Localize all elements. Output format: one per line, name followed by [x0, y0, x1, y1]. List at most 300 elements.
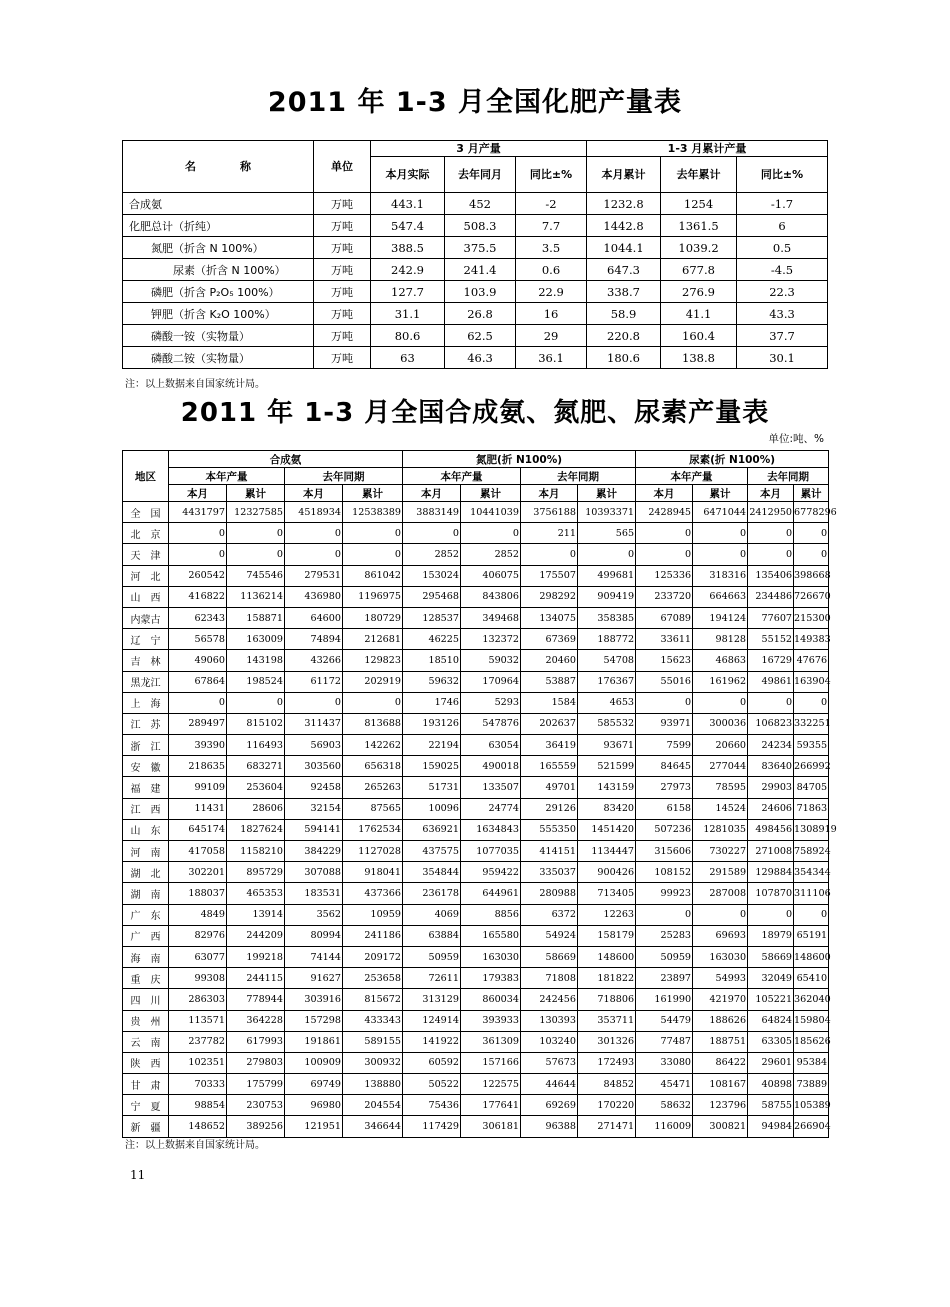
cell-value: 1254: [661, 193, 737, 215]
cell-value: 307088: [285, 862, 343, 883]
cell-value: 77487: [636, 1031, 693, 1052]
cell-value: 163009: [227, 629, 285, 650]
table-row: [123, 629, 829, 650]
cell-value: 25283: [636, 925, 693, 946]
cell-value: 158179: [578, 925, 636, 946]
cell-value: 59355: [794, 735, 829, 756]
cell-value: 180.6: [587, 347, 661, 369]
cell-value: 815672: [343, 989, 403, 1010]
region-name: 湖 南: [123, 883, 169, 904]
cell-value: 313129: [403, 989, 461, 1010]
cell-value: -2: [516, 193, 587, 215]
header-row: [123, 451, 829, 468]
cell-value: 291589: [693, 862, 748, 883]
cell-value: 452: [445, 193, 516, 215]
cell-value: 547876: [461, 713, 521, 734]
cell-value: 364228: [227, 1010, 285, 1031]
table-row: [123, 883, 829, 904]
region-name: 黑龙江: [123, 671, 169, 692]
cell-value: 24774: [461, 798, 521, 819]
row-name: 氮肥（折含 N 100%）: [123, 237, 314, 259]
cell-value: 163904: [794, 671, 829, 692]
region-name: 山 东: [123, 819, 169, 840]
table-row: [123, 862, 829, 883]
region-name: 北 京: [123, 523, 169, 544]
cell-value: 65191: [794, 925, 829, 946]
table-row: [123, 193, 828, 215]
table-row: [123, 692, 829, 713]
cell-value: 301326: [578, 1031, 636, 1052]
cell-value: 94984: [748, 1116, 794, 1137]
cell-value: 303916: [285, 989, 343, 1010]
cell-value: 677.8: [661, 259, 737, 281]
cell-value: 59032: [461, 650, 521, 671]
cell-value: 132372: [461, 629, 521, 650]
col-header-region: 地区: [123, 451, 169, 502]
row-unit: 万吨: [314, 325, 371, 347]
cell-value: 555350: [521, 819, 578, 840]
cell-value: 71863: [794, 798, 829, 819]
table-row: [123, 989, 829, 1010]
row-unit: 万吨: [314, 347, 371, 369]
cell-value: 507236: [636, 819, 693, 840]
cell-value: 683271: [227, 756, 285, 777]
cell-value: 0: [693, 904, 748, 925]
table-row: [123, 303, 828, 325]
cell-value: 0: [636, 692, 693, 713]
cell-value: 2852: [403, 544, 461, 565]
cell-value: 286303: [169, 989, 227, 1010]
col-subgroup: 去年同期: [748, 468, 829, 485]
cell-value: 128537: [403, 607, 461, 628]
cell-value: 389256: [227, 1116, 285, 1137]
cell-value: 215300: [794, 607, 829, 628]
cell-value: 508.3: [445, 215, 516, 237]
col-subgroup: 本年产量: [636, 468, 748, 485]
region-name: 河 北: [123, 565, 169, 586]
cell-value: 49060: [169, 650, 227, 671]
region-name: 新 疆: [123, 1116, 169, 1137]
cell-value: 295468: [403, 586, 461, 607]
cell-value: 241186: [343, 925, 403, 946]
cell-value: 414151: [521, 841, 578, 862]
cell-value: 74894: [285, 629, 343, 650]
cell-value: 277044: [693, 756, 748, 777]
cell-value: 31.1: [371, 303, 445, 325]
cell-value: 18979: [748, 925, 794, 946]
cell-value: 64600: [285, 607, 343, 628]
col-header: 累计: [343, 485, 403, 502]
cell-value: 141922: [403, 1031, 461, 1052]
cell-value: 271471: [578, 1116, 636, 1137]
cell-value: 93671: [578, 735, 636, 756]
cell-value: 181822: [578, 968, 636, 989]
cell-value: 116493: [227, 735, 285, 756]
cell-value: 4653: [578, 692, 636, 713]
cell-value: 6372: [521, 904, 578, 925]
cell-value: 289497: [169, 713, 227, 734]
cell-value: 2428945: [636, 502, 693, 523]
cell-value: 53887: [521, 671, 578, 692]
cell-value: 122575: [461, 1074, 521, 1095]
cell-value: 175799: [227, 1074, 285, 1095]
cell-value: 95384: [794, 1052, 829, 1073]
cell-value: 909419: [578, 586, 636, 607]
cell-value: 276.9: [661, 281, 737, 303]
cell-value: 220.8: [587, 325, 661, 347]
cell-value: 645174: [169, 819, 227, 840]
cell-value: 157298: [285, 1010, 343, 1031]
table-row: [123, 347, 828, 369]
cell-value: 349468: [461, 607, 521, 628]
cell-value: 27973: [636, 777, 693, 798]
cell-value: 63054: [461, 735, 521, 756]
region-name: 上 海: [123, 692, 169, 713]
col-header: 累计: [794, 485, 829, 502]
cell-value: 46225: [403, 629, 461, 650]
cell-value: 900426: [578, 862, 636, 883]
col-subgroup: 本年产量: [403, 468, 521, 485]
row-unit: 万吨: [314, 259, 371, 281]
cell-value: 318316: [693, 565, 748, 586]
cell-value: 1044.1: [587, 237, 661, 259]
cell-value: 188037: [169, 883, 227, 904]
row-unit: 万吨: [314, 193, 371, 215]
cell-value: 311437: [285, 713, 343, 734]
cell-value: 129823: [343, 650, 403, 671]
cell-value: 656318: [343, 756, 403, 777]
cell-value: 108152: [636, 862, 693, 883]
region-name: 吉 林: [123, 650, 169, 671]
col-header: 本月: [748, 485, 794, 502]
table-row: [123, 215, 828, 237]
cell-value: 354344: [794, 862, 829, 883]
cell-value: 0: [285, 523, 343, 544]
cell-value: 188751: [693, 1031, 748, 1052]
row-name: 化肥总计（折纯）: [123, 215, 314, 237]
cell-value: 49861: [748, 671, 794, 692]
cell-value: 130393: [521, 1010, 578, 1031]
cell-value: 106823: [748, 713, 794, 734]
cell-value: 161962: [693, 671, 748, 692]
cell-value: 718806: [578, 989, 636, 1010]
cell-value: 0: [285, 544, 343, 565]
cell-value: 490018: [461, 756, 521, 777]
cell-value: 234486: [748, 586, 794, 607]
cell-value: 180729: [343, 607, 403, 628]
cell-value: 565: [578, 523, 636, 544]
cell-value: 0: [578, 544, 636, 565]
region-name: 山 西: [123, 586, 169, 607]
cell-value: 12327585: [227, 502, 285, 523]
cell-value: 49701: [521, 777, 578, 798]
cell-value: 13914: [227, 904, 285, 925]
region-name: 辽 宁: [123, 629, 169, 650]
cell-value: 58669: [748, 946, 794, 967]
cell-value: 138.8: [661, 347, 737, 369]
cell-value: 54708: [578, 650, 636, 671]
table-row: [123, 1052, 829, 1073]
cell-value: 82976: [169, 925, 227, 946]
cell-value: 421970: [693, 989, 748, 1010]
cell-value: 0: [794, 904, 829, 925]
cell-value: 75436: [403, 1095, 461, 1116]
cell-value: 134075: [521, 607, 578, 628]
row-unit: 万吨: [314, 303, 371, 325]
table-row: [123, 259, 828, 281]
cell-value: 860034: [461, 989, 521, 1010]
cell-value: 547.4: [371, 215, 445, 237]
cell-value: 83640: [748, 756, 794, 777]
cell-value: 69693: [693, 925, 748, 946]
region-name: 广 东: [123, 904, 169, 925]
cell-value: 65410: [794, 968, 829, 989]
cell-value: 335037: [521, 862, 578, 883]
region-name: 重 庆: [123, 968, 169, 989]
region-name: 云 南: [123, 1031, 169, 1052]
cell-value: 241.4: [445, 259, 516, 281]
row-name: 尿素（折含 N 100%）: [123, 259, 314, 281]
cell-value: 300821: [693, 1116, 748, 1137]
cell-value: 176367: [578, 671, 636, 692]
cell-value: 62.5: [445, 325, 516, 347]
table2-title: 2011 年 1-3 月全国合成氨、氮肥、尿素产量表: [180, 398, 770, 428]
cell-value: 0: [227, 544, 285, 565]
cell-value: 60592: [403, 1052, 461, 1073]
cell-value: 29: [516, 325, 587, 347]
table-row: [123, 586, 829, 607]
cell-value: 11431: [169, 798, 227, 819]
cell-value: 153024: [403, 565, 461, 586]
cell-value: 165580: [461, 925, 521, 946]
cell-value: 959422: [461, 862, 521, 883]
cell-value: 758924: [794, 841, 829, 862]
cell-value: 135406: [748, 565, 794, 586]
cell-value: 103.9: [445, 281, 516, 303]
cell-value: 204554: [343, 1095, 403, 1116]
cell-value: 3562: [285, 904, 343, 925]
cell-value: 0: [521, 544, 578, 565]
cell-value: 58.9: [587, 303, 661, 325]
cell-value: 47676: [794, 650, 829, 671]
cell-value: 54924: [521, 925, 578, 946]
cell-value: 99109: [169, 777, 227, 798]
cell-value: 37.7: [737, 325, 828, 347]
cell-value: 12263: [578, 904, 636, 925]
cell-value: 54479: [636, 1010, 693, 1031]
cell-value: 63: [371, 347, 445, 369]
cell-value: 499681: [578, 565, 636, 586]
cell-value: 15623: [636, 650, 693, 671]
cell-value: 398668: [794, 565, 829, 586]
cell-value: 86422: [693, 1052, 748, 1073]
cell-value: 58669: [521, 946, 578, 967]
col-header: 累计: [693, 485, 748, 502]
cell-value: 69749: [285, 1074, 343, 1095]
cell-value: 253658: [343, 968, 403, 989]
cell-value: 69269: [521, 1095, 578, 1116]
regional-production-table: [122, 450, 837, 1138]
cell-value: 266904: [794, 1116, 829, 1137]
cell-value: 0: [227, 523, 285, 544]
table-row: [123, 819, 829, 840]
cell-value: 218635: [169, 756, 227, 777]
col-header: 累计: [578, 485, 636, 502]
cell-value: 384229: [285, 841, 343, 862]
row-name: 磷酸一铵（实物量）: [123, 325, 314, 347]
cell-value: 211: [521, 523, 578, 544]
cell-value: 212681: [343, 629, 403, 650]
cell-value: 437575: [403, 841, 461, 862]
table-row: [123, 756, 829, 777]
cell-value: 24234: [748, 735, 794, 756]
cell-value: 179383: [461, 968, 521, 989]
cell-value: 58632: [636, 1095, 693, 1116]
row-unit: 万吨: [314, 281, 371, 303]
region-name: 陕 西: [123, 1052, 169, 1073]
cell-value: 416822: [169, 586, 227, 607]
cell-value: 29601: [748, 1052, 794, 1073]
cell-value: 0: [794, 544, 829, 565]
cell-value: 230753: [227, 1095, 285, 1116]
cell-value: 70333: [169, 1074, 227, 1095]
cell-value: 3883149: [403, 502, 461, 523]
table1-title: 2011 年 1-3 月全国化肥产量表: [267, 87, 683, 118]
cell-value: 32154: [285, 798, 343, 819]
cell-value: 843806: [461, 586, 521, 607]
cell-value: 148652: [169, 1116, 227, 1137]
cell-value: 433343: [343, 1010, 403, 1031]
cell-value: 77607: [748, 607, 794, 628]
cell-value: 585532: [578, 713, 636, 734]
cell-value: 73889: [794, 1074, 829, 1095]
cell-value: 406075: [461, 565, 521, 586]
region-name: 贵 州: [123, 1010, 169, 1031]
cell-value: 300036: [693, 713, 748, 734]
col-header-sub: 本月实际: [371, 157, 445, 193]
col-header-sub: 同比±%: [516, 157, 587, 193]
table-row: [123, 1010, 829, 1031]
cell-value: 594141: [285, 819, 343, 840]
cell-value: 10959: [343, 904, 403, 925]
table-row: [123, 904, 829, 925]
cell-value: 80994: [285, 925, 343, 946]
cell-value: 713405: [578, 883, 636, 904]
cell-value: 58755: [748, 1095, 794, 1116]
table-row: [123, 650, 829, 671]
col-subgroup: 去年同期: [285, 468, 403, 485]
cell-value: 813688: [343, 713, 403, 734]
cell-value: 1361.5: [661, 215, 737, 237]
cell-value: 1762534: [343, 819, 403, 840]
cell-value: 36419: [521, 735, 578, 756]
cell-value: 96388: [521, 1116, 578, 1137]
row-name: 钾肥（折含 K₂O 100%）: [123, 303, 314, 325]
region-name: 海 南: [123, 946, 169, 967]
cell-value: 745546: [227, 565, 285, 586]
cell-value: 127.7: [371, 281, 445, 303]
cell-value: 300932: [343, 1052, 403, 1073]
table-row: [123, 735, 829, 756]
cell-value: 51731: [403, 777, 461, 798]
cell-value: 1308919: [794, 819, 829, 840]
cell-value: 40898: [748, 1074, 794, 1095]
cell-value: 14524: [693, 798, 748, 819]
cell-value: 0: [748, 523, 794, 544]
cell-value: 44644: [521, 1074, 578, 1095]
cell-value: 1827624: [227, 819, 285, 840]
cell-value: 33611: [636, 629, 693, 650]
table-row: [123, 777, 829, 798]
cell-value: 1136214: [227, 586, 285, 607]
cell-value: 6778296: [794, 502, 829, 523]
cell-value: 188772: [578, 629, 636, 650]
cell-value: 41.1: [661, 303, 737, 325]
cell-value: 80.6: [371, 325, 445, 347]
col-header-unit: 单位: [314, 141, 371, 193]
cell-value: 236178: [403, 883, 461, 904]
cell-value: 198524: [227, 671, 285, 692]
cell-value: 148600: [578, 946, 636, 967]
col-header-name: 名 称: [123, 141, 314, 193]
cell-value: 165559: [521, 756, 578, 777]
cell-value: 96980: [285, 1095, 343, 1116]
cell-value: 4069: [403, 904, 461, 925]
cell-value: 1281035: [693, 819, 748, 840]
cell-value: 0: [343, 523, 403, 544]
cell-value: 188626: [693, 1010, 748, 1031]
cell-value: 0: [794, 523, 829, 544]
cell-value: 26.8: [445, 303, 516, 325]
cell-value: 589155: [343, 1031, 403, 1052]
cell-value: 266992: [794, 756, 829, 777]
cell-value: 64824: [748, 1010, 794, 1031]
cell-value: 117429: [403, 1116, 461, 1137]
col-subgroup: 去年同期: [521, 468, 636, 485]
cell-value: 436980: [285, 586, 343, 607]
cell-value: 72611: [403, 968, 461, 989]
cell-value: 57673: [521, 1052, 578, 1073]
cell-value: 306181: [461, 1116, 521, 1137]
cell-value: 50522: [403, 1074, 461, 1095]
cell-value: 67369: [521, 629, 578, 650]
cell-value: 6158: [636, 798, 693, 819]
cell-value: 16729: [748, 650, 794, 671]
cell-value: 78595: [693, 777, 748, 798]
cell-value: 105389: [794, 1095, 829, 1116]
cell-value: 0: [636, 523, 693, 544]
cell-value: 56903: [285, 735, 343, 756]
cell-value: 10393371: [578, 502, 636, 523]
col-header-sub: 同比±%: [737, 157, 828, 193]
cell-value: 199218: [227, 946, 285, 967]
cell-value: 279531: [285, 565, 343, 586]
col-group-cumulative: 1-3 月累计产量: [587, 141, 828, 157]
cell-value: 93971: [636, 713, 693, 734]
cell-value: 1077035: [461, 841, 521, 862]
region-name: 河 南: [123, 841, 169, 862]
cell-value: 0: [748, 904, 794, 925]
cell-value: 861042: [343, 565, 403, 586]
cell-value: 498456: [748, 819, 794, 840]
cell-value: 159025: [403, 756, 461, 777]
cell-value: 302201: [169, 862, 227, 883]
cell-value: 177641: [461, 1095, 521, 1116]
cell-value: 123796: [693, 1095, 748, 1116]
cell-value: 4849: [169, 904, 227, 925]
cell-value: 36.1: [516, 347, 587, 369]
cell-value: 191861: [285, 1031, 343, 1052]
